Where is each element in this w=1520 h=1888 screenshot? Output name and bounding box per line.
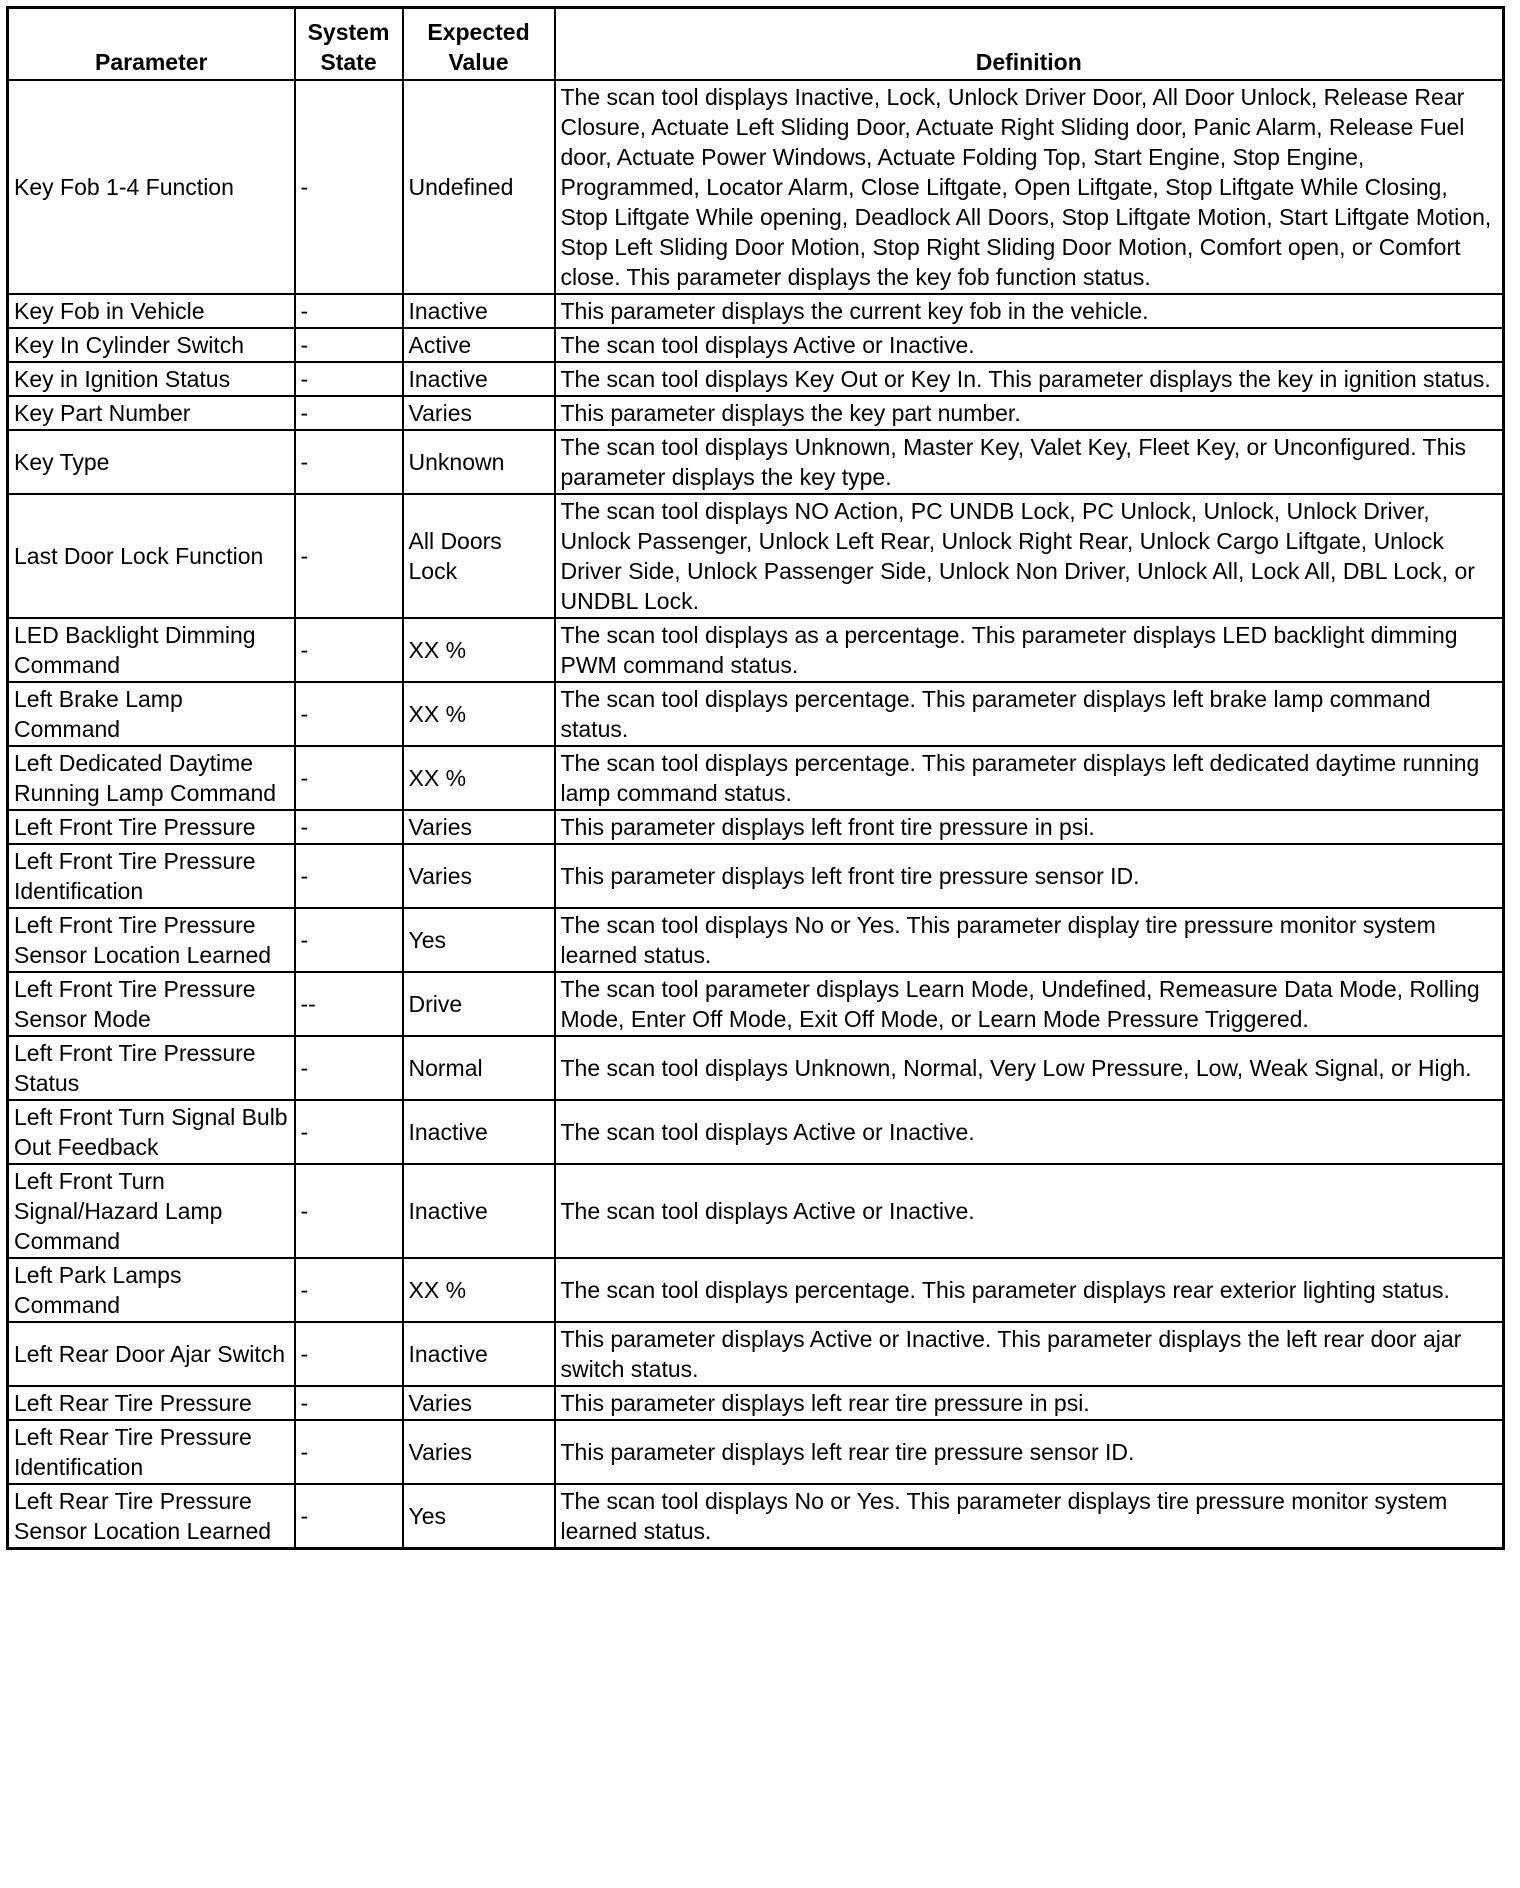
cell-system-state: - — [295, 1036, 403, 1100]
cell-system-state: - — [295, 430, 403, 494]
header-system-state: System State — [295, 8, 403, 81]
header-parameter: Parameter — [8, 8, 295, 81]
cell-expected-value: Yes — [403, 908, 555, 972]
table-row — [8, 1420, 1504, 1484]
cell-definition: The scan tool parameter displays Learn Mode, Undefined, Remeasure Data Mode, Rolling Mode, Enter Off Mode, Exit Off Mode, or Learn Mode Pressure Triggered. — [555, 972, 1504, 1036]
cell-definition: The scan tool displays as a percentage. This parameter displays LED backlight dimming PWM command status. — [555, 618, 1504, 682]
cell-expected-value: Active — [403, 328, 555, 362]
cell-definition: The scan tool displays percentage. This parameter displays left brake lamp command status. — [555, 682, 1504, 746]
cell-parameter: Key Part Number — [8, 396, 295, 430]
cell-parameter: Left Front Turn Signal Bulb Out Feedback — [8, 1100, 295, 1164]
cell-definition: The scan tool displays Active or Inactive. — [555, 1100, 1504, 1164]
cell-definition: The scan tool displays Key Out or Key In. This parameter displays the key in ignition status. — [555, 362, 1504, 396]
table-row — [8, 972, 1504, 1036]
table-row — [8, 908, 1504, 972]
cell-parameter: Left Brake Lamp Command — [8, 682, 295, 746]
cell-system-state: -- — [295, 972, 403, 1036]
cell-parameter: Left Rear Tire Pressure — [8, 1386, 295, 1420]
cell-definition: This parameter displays left front tire pressure sensor ID. — [555, 844, 1504, 908]
cell-expected-value: Inactive — [403, 1164, 555, 1258]
cell-system-state: - — [295, 328, 403, 362]
cell-system-state: - — [295, 1100, 403, 1164]
cell-expected-value: Inactive — [403, 294, 555, 328]
cell-system-state: - — [295, 1386, 403, 1420]
cell-expected-value: Unknown — [403, 430, 555, 494]
cell-system-state: - — [295, 908, 403, 972]
cell-parameter: Left Front Tire Pressure Identification — [8, 844, 295, 908]
table-row — [8, 1036, 1504, 1100]
cell-parameter: Key Fob 1-4 Function — [8, 80, 295, 294]
table-row — [8, 810, 1504, 844]
cell-system-state: - — [295, 1322, 403, 1386]
cell-expected-value: Yes — [403, 1484, 555, 1549]
cell-system-state: - — [295, 80, 403, 294]
cell-parameter: Left Front Tire Pressure Sensor Location Learned — [8, 908, 295, 972]
cell-expected-value: Inactive — [403, 362, 555, 396]
cell-definition: The scan tool displays percentage. This parameter displays left dedicated daytime running lamp command status. — [555, 746, 1504, 810]
cell-system-state: - — [295, 1420, 403, 1484]
parameter-table-container — [6, 6, 1502, 1550]
cell-definition: This parameter displays left rear tire pressure sensor ID. — [555, 1420, 1504, 1484]
cell-system-state: - — [295, 494, 403, 618]
cell-parameter: Left Front Tire Pressure Sensor Mode — [8, 972, 295, 1036]
cell-expected-value: Varies — [403, 844, 555, 908]
cell-parameter: Left Rear Door Ajar Switch — [8, 1322, 295, 1386]
cell-system-state: - — [295, 362, 403, 396]
cell-definition: The scan tool displays percentage. This parameter displays rear exterior lighting status. — [555, 1258, 1504, 1322]
cell-expected-value: Varies — [403, 810, 555, 844]
table-row — [8, 1386, 1504, 1420]
cell-system-state: - — [295, 396, 403, 430]
table-row — [8, 430, 1504, 494]
cell-parameter: Left Front Tire Pressure Status — [8, 1036, 295, 1100]
table-row — [8, 294, 1504, 328]
table-row — [8, 328, 1504, 362]
cell-system-state: - — [295, 294, 403, 328]
header-expected-value: Expected Value — [403, 8, 555, 81]
cell-parameter: Left Dedicated Daytime Running Lamp Command — [8, 746, 295, 810]
cell-parameter: Left Front Tire Pressure — [8, 810, 295, 844]
cell-definition: This parameter displays left rear tire pressure in psi. — [555, 1386, 1504, 1420]
cell-definition: The scan tool displays Unknown, Normal, Very Low Pressure, Low, Weak Signal, or High. — [555, 1036, 1504, 1100]
cell-system-state: - — [295, 844, 403, 908]
cell-expected-value: Inactive — [403, 1322, 555, 1386]
cell-expected-value: XX % — [403, 682, 555, 746]
cell-definition: This parameter displays the key part number. — [555, 396, 1504, 430]
cell-parameter: Left Park Lamps Command — [8, 1258, 295, 1322]
cell-parameter: Key Fob in Vehicle — [8, 294, 295, 328]
parameter-table — [6, 6, 1505, 1550]
table-row — [8, 494, 1504, 618]
table-row — [8, 80, 1504, 294]
table-row — [8, 618, 1504, 682]
table-row — [8, 1322, 1504, 1386]
cell-parameter: Left Front Turn Signal/Hazard Lamp Command — [8, 1164, 295, 1258]
table-header-row — [8, 8, 1504, 81]
cell-expected-value: XX % — [403, 746, 555, 810]
cell-system-state: - — [295, 1164, 403, 1258]
header-definition: Definition — [555, 8, 1504, 81]
table-row — [8, 362, 1504, 396]
cell-expected-value: XX % — [403, 618, 555, 682]
cell-system-state: - — [295, 618, 403, 682]
cell-definition: The scan tool displays Active or Inactive. — [555, 328, 1504, 362]
cell-expected-value: Varies — [403, 396, 555, 430]
cell-parameter: Key in Ignition Status — [8, 362, 295, 396]
cell-parameter: Left Rear Tire Pressure Identification — [8, 1420, 295, 1484]
cell-system-state: - — [295, 810, 403, 844]
cell-definition: The scan tool displays Unknown, Master Key, Valet Key, Fleet Key, or Unconfigured. This parameter displays the key type. — [555, 430, 1504, 494]
cell-parameter: Left Rear Tire Pressure Sensor Location Learned — [8, 1484, 295, 1549]
table-row — [8, 1484, 1504, 1549]
cell-expected-value: Varies — [403, 1420, 555, 1484]
cell-definition: This parameter displays Active or Inactive. This parameter displays the left rear door ajar switch status. — [555, 1322, 1504, 1386]
cell-definition: The scan tool displays NO Action, PC UNDB Lock, PC Unlock, Unlock, Unlock Driver, Unlock Passenger, Unlock Left Rear, Unlock Right Rear, Unlock Cargo Liftgate, Unlock Driver Side, Unlock Passenger Side, Unlock Non Driver, Unlock All, Lock All, DBL Lock, or UNDBL Lock. — [555, 494, 1504, 618]
cell-expected-value: Undefined — [403, 80, 555, 294]
cell-expected-value: All Doors Lock — [403, 494, 555, 618]
cell-expected-value: Normal — [403, 1036, 555, 1100]
cell-expected-value: Inactive — [403, 1100, 555, 1164]
cell-system-state: - — [295, 1484, 403, 1549]
cell-definition: This parameter displays left front tire pressure in psi. — [555, 810, 1504, 844]
table-row — [8, 396, 1504, 430]
cell-definition: The scan tool displays No or Yes. This parameter display tire pressure monitor system learned status. — [555, 908, 1504, 972]
cell-definition: The scan tool displays Inactive, Lock, Unlock Driver Door, All Door Unlock, Release Rear Closure, Actuate Left Sliding Door, Actuate Right Sliding door, Panic Alarm, Release Fuel door, Actuate Power Windows, Actuate Folding Top, Start Engine, Stop Engine, Programmed, Locator Alarm, Close Liftgate, Open Liftgate, Stop Liftgate While Closing, Stop Liftgate While opening, Deadlock All Doors, Stop Liftgate Motion, Start Liftgate Motion, Stop Left Sliding Door Motion, Stop Right Sliding Door Motion, Comfort open, or Comfort close. This parameter displays the key fob function status. — [555, 80, 1504, 294]
cell-system-state: - — [295, 1258, 403, 1322]
cell-system-state: - — [295, 682, 403, 746]
cell-system-state: - — [295, 746, 403, 810]
cell-parameter: Key In Cylinder Switch — [8, 328, 295, 362]
table-row — [8, 746, 1504, 810]
table-row — [8, 1100, 1504, 1164]
cell-parameter: Last Door Lock Function — [8, 494, 295, 618]
cell-parameter: Key Type — [8, 430, 295, 494]
table-row — [8, 844, 1504, 908]
table-row — [8, 682, 1504, 746]
cell-parameter: LED Backlight Dimming Command — [8, 618, 295, 682]
cell-expected-value: XX % — [403, 1258, 555, 1322]
cell-definition: This parameter displays the current key fob in the vehicle. — [555, 294, 1504, 328]
table-body — [8, 80, 1504, 1549]
cell-expected-value: Varies — [403, 1386, 555, 1420]
cell-definition: The scan tool displays Active or Inactive. — [555, 1164, 1504, 1258]
cell-definition: The scan tool displays No or Yes. This parameter displays tire pressure monitor system learned status. — [555, 1484, 1504, 1549]
table-row — [8, 1258, 1504, 1322]
table-row — [8, 1164, 1504, 1258]
cell-expected-value: Drive — [403, 972, 555, 1036]
